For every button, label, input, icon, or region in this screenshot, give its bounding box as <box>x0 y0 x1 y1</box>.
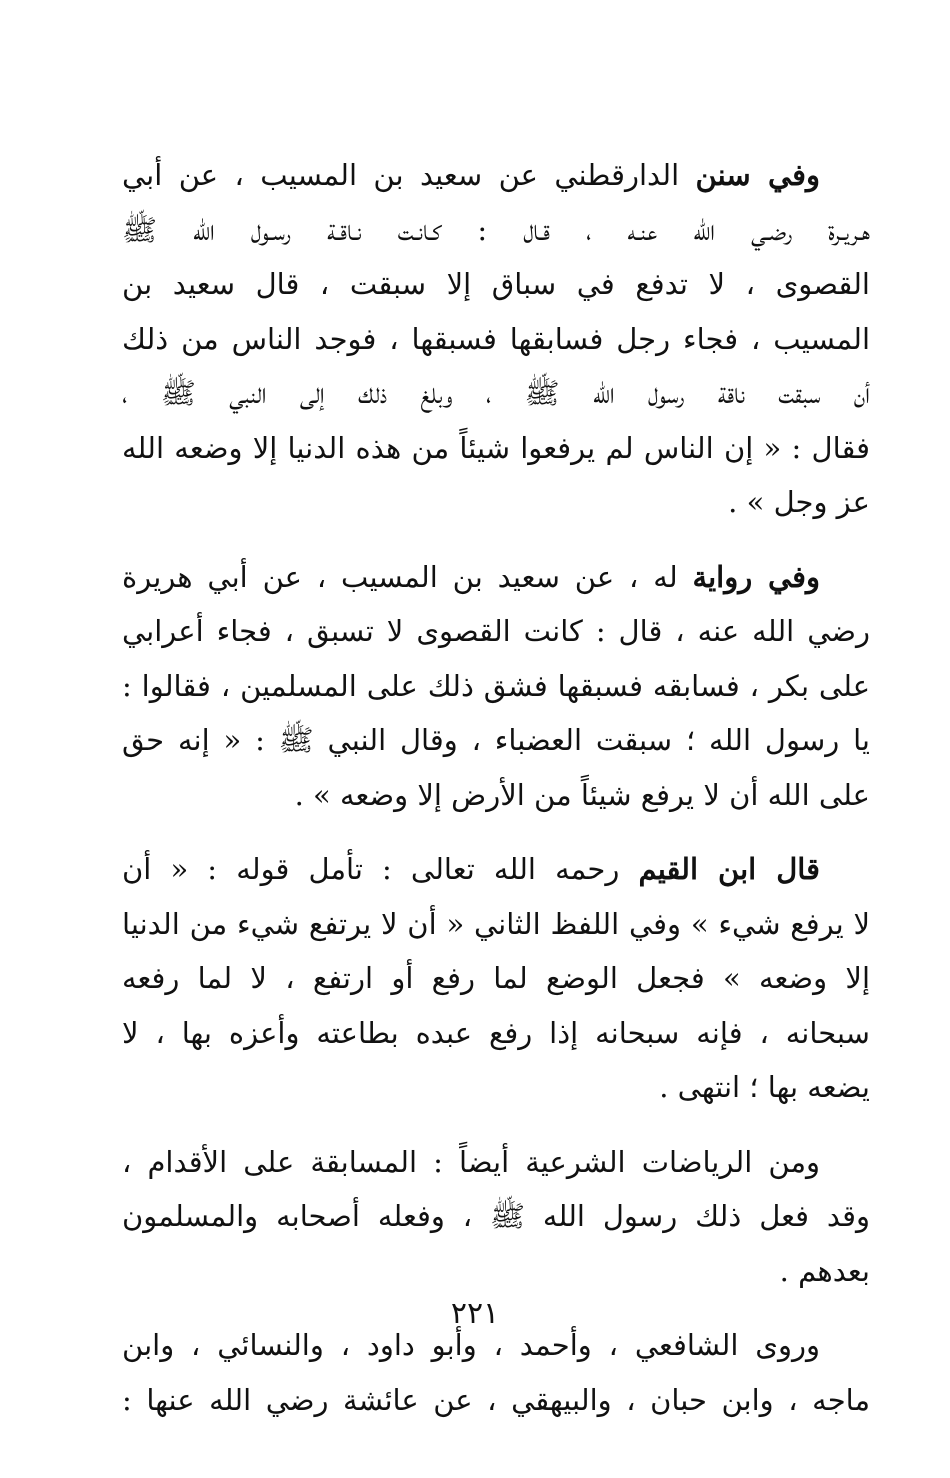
bold-lead: وفي رواية <box>692 559 820 594</box>
bold-lead: قال ابن القيم <box>638 852 820 886</box>
paragraph-4 <box>122 1135 870 1299</box>
text-line: وفي سنن الدارقطني عن سعيد بن المسيب ، عن أبي <box>122 158 820 192</box>
text-line: أن سبقت ناقة رسول الله ﷺ ، وبلغ ذلك إلى النبي ﷺ ، <box>122 376 870 410</box>
text-line: هـريـرة رضـي الله عنـه ، قـال : كـانـت نـاقـة رسـول الله ﷺ <box>122 212 870 247</box>
text-line: يا رسول الله ؛ سبقت العضباء ، وقال النبي ﷺ : « إنه حق <box>122 723 870 757</box>
page-number: ٢٢١ <box>450 1296 500 1331</box>
text-line: رضي الله عنه ، قال : كانت القصوى لا تسبق ، فجاء أعرابي <box>122 614 870 648</box>
text-line: إلا وضعه » فجعل الوضع لما رفع أو ارتفع ، لا لما رفعه <box>122 961 870 995</box>
paragraph-3 <box>122 842 870 1115</box>
text-line: على الله أن لا يرفع شيئاً من الأرض إلا وضعه » . <box>294 777 870 812</box>
text-line: ماجه ، وابن حبان ، والبيهقي ، عن عائشة رضي الله عنها : <box>122 1382 870 1417</box>
text-line: على بكر ، فسابقه فسبقها فشق ذلك على المسلمين ، فقالوا : <box>122 668 870 703</box>
text-line: لا يرفع شيء » وفي اللفظ الثاني « أن لا يرتفع شيء من الدنيا <box>122 906 870 941</box>
text-line: وروى الشافعي ، وأحمد ، وأبو داود ، والنسائي ، وابن <box>122 1328 820 1362</box>
paragraph-5 <box>122 1318 870 1427</box>
text-line: يضعه بها ؛ انتهى . <box>659 1070 870 1104</box>
text-line: بعدهم . <box>779 1253 870 1288</box>
text-line: سبحانه ، فإنه سبحانه إذا رفع عبده بطاعته وأعزه بها ، لا <box>122 1015 870 1050</box>
paragraph-2 <box>122 550 870 823</box>
text-line: وفي رواية له ، عن سعيد بن المسيب ، عن أبي هريرة <box>122 559 820 594</box>
text-line: القصوى ، لا تدفع في سباق إلا سبقت ، قال سعيد بن <box>122 267 870 301</box>
paragraph-1 <box>122 148 870 530</box>
text-line: فقال : « إن الناس لم يرفعوا شيئاً من هذه الدنيا إلا وضعه الله <box>122 430 870 465</box>
bold-lead: وفي سنن <box>695 158 820 192</box>
text-line: قال ابن القيم رحمه الله تعالى : تأمل قوله : « أن <box>122 852 820 886</box>
text-line: عز وجل » . <box>728 485 870 519</box>
text-line: ومن الرياضات الشرعية أيضاً : المسابقة على الأقدام ، <box>122 1144 820 1179</box>
text-line: المسيب ، فجاء رجل فسابقها فسبقها ، فوجد الناس من ذلك <box>122 321 870 356</box>
page-body <box>122 148 870 1447</box>
text-line: وقد فعل ذلك رسول الله ﷺ ، وفعله أصحابه والمسلمون <box>122 1199 870 1233</box>
